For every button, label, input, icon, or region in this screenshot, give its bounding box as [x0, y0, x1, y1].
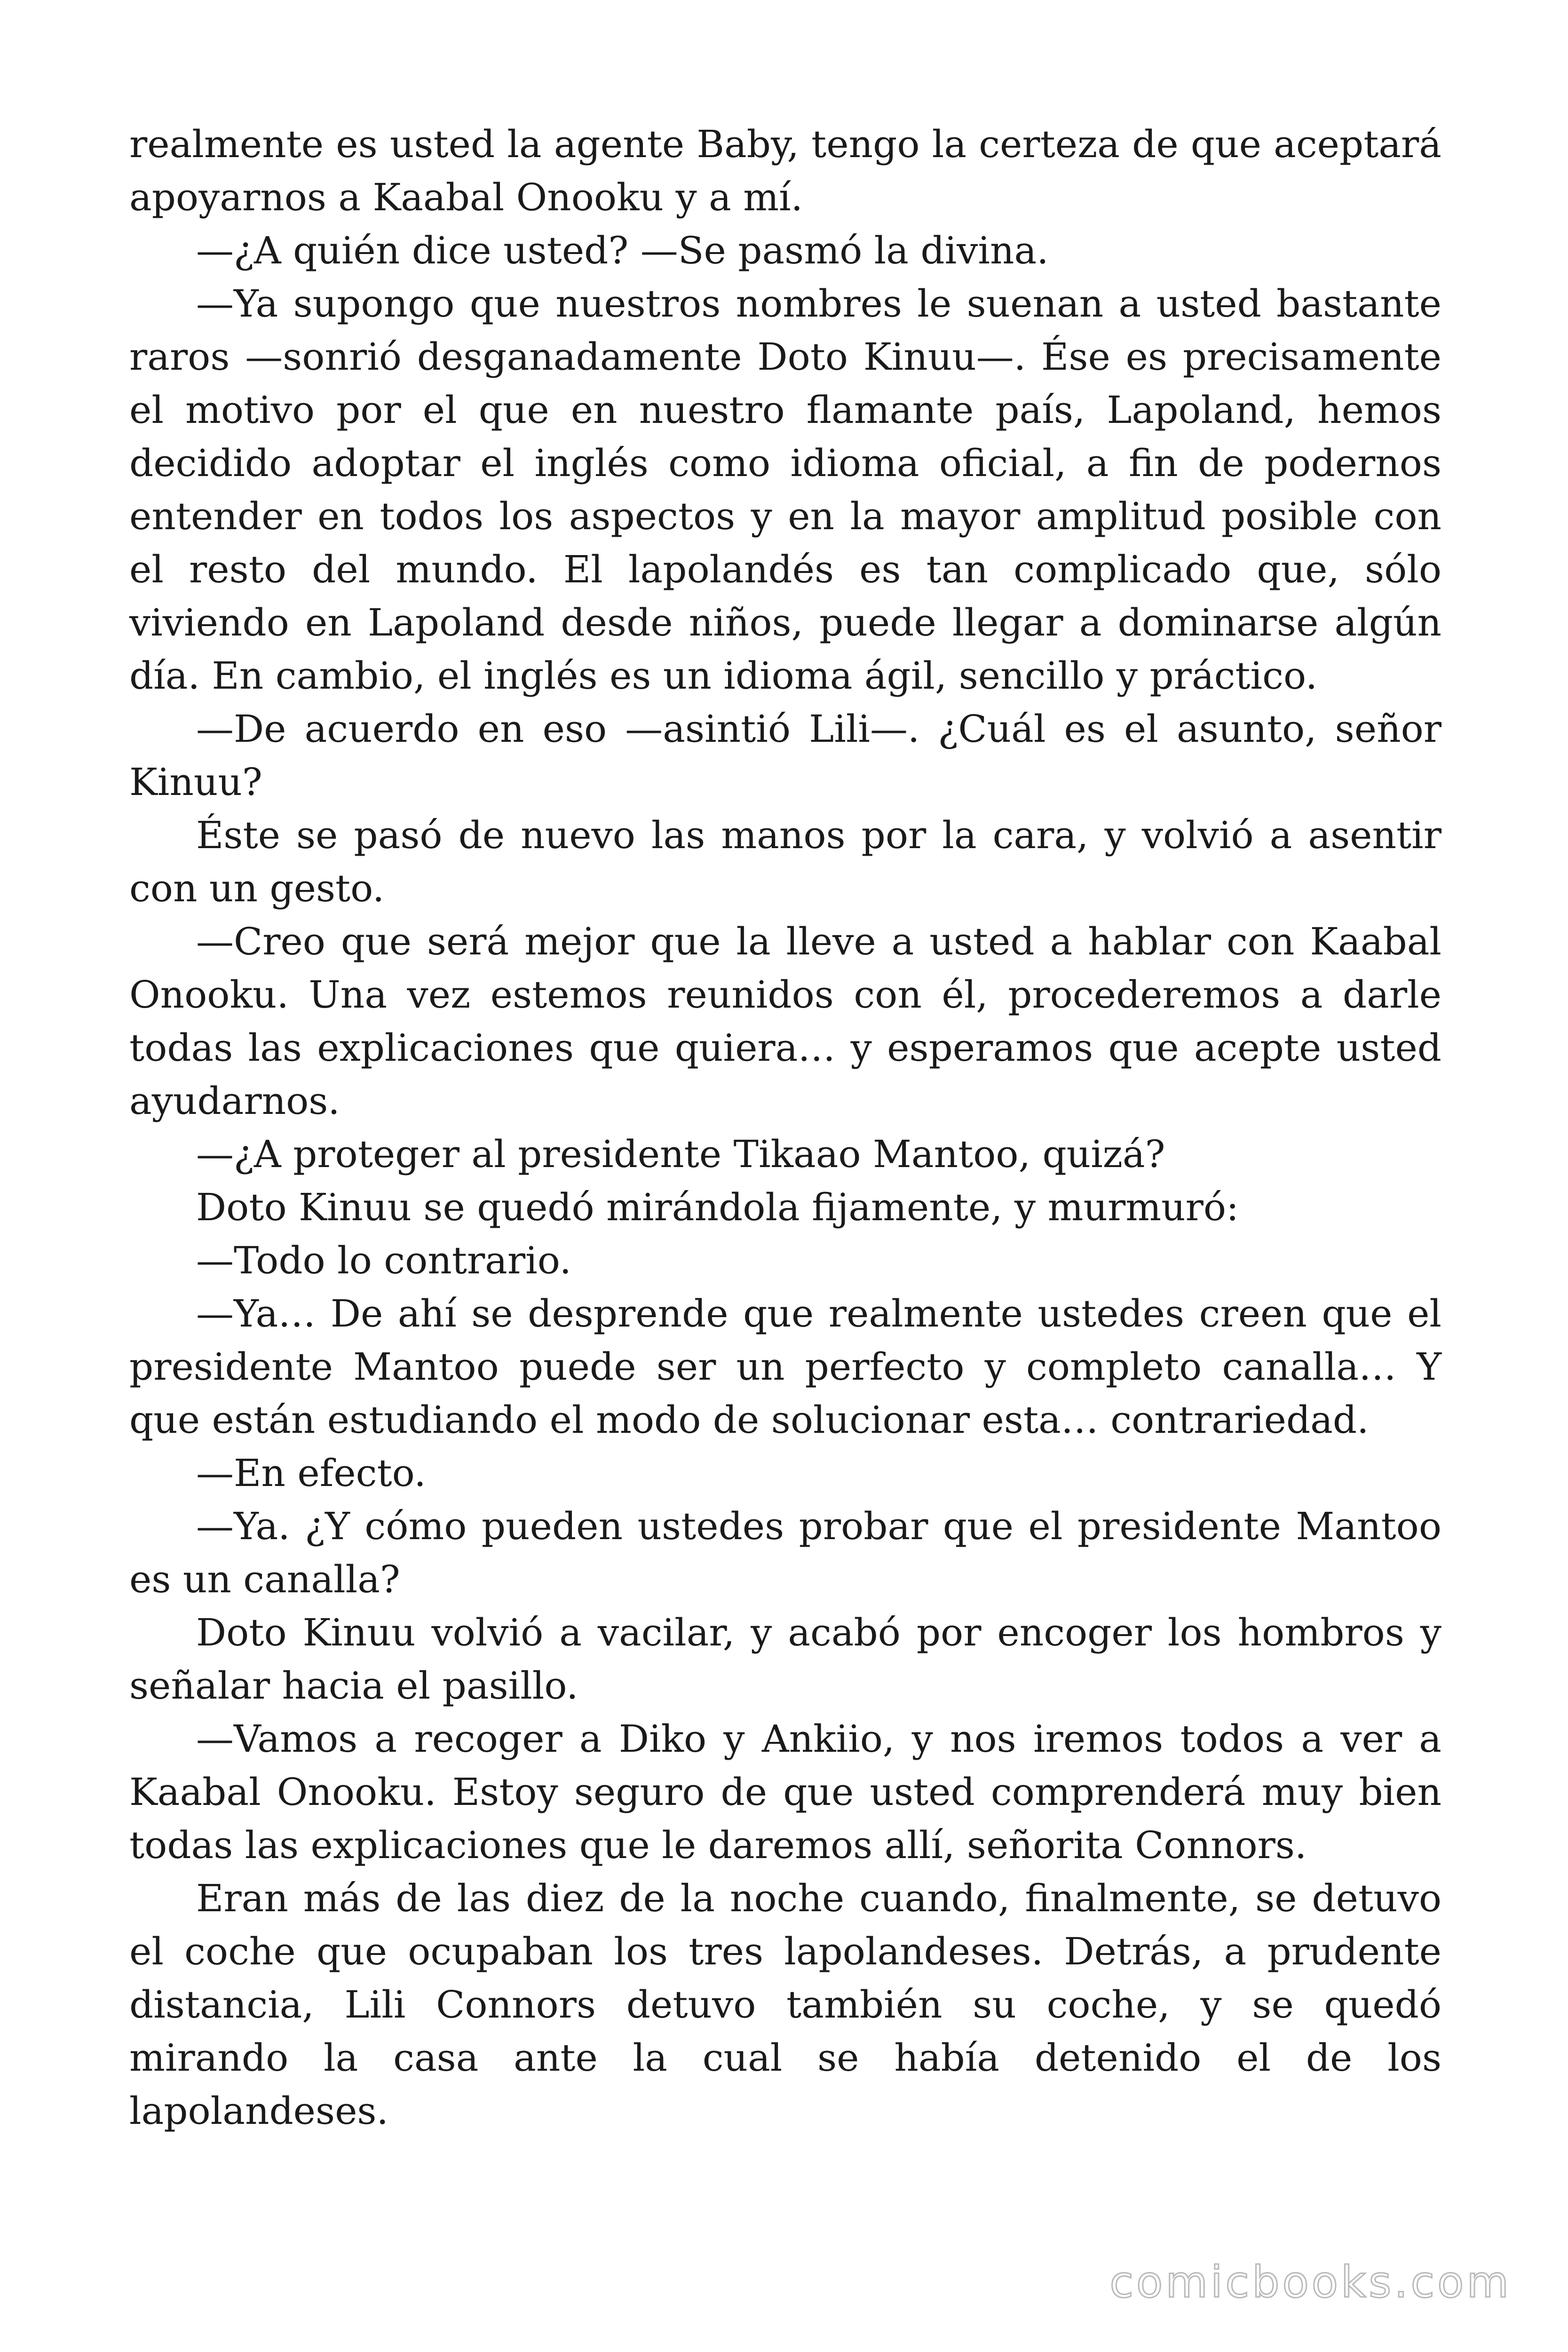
paragraph: —En efecto.: [196, 1451, 426, 1495]
paragraph: Éste se pasó de nuevo las manos por la cara, y volvió a asentir con un gesto.: [129, 813, 1441, 910]
paragraph-continuation: realmente es usted la agente Baby, tengo la certeza de que aceptará apoyarnos a Kaabal Onooku y a mí.: [129, 122, 1441, 219]
paragraph: —Ya. ¿Y cómo pueden ustedes probar que el presidente Mantoo es un canalla?: [129, 1504, 1441, 1601]
paragraph: —¿A proteger al presidente Tikaao Mantoo, quizá?: [196, 1132, 1165, 1176]
paragraph: —Creo que será mejor que la lleve a usted a hablar con Kaabal Onooku. Una vez estemos reunidos con él, procederemos a darle todas las explicaciones que quiera… y esperamos que acepte usted ayudarnos.: [129, 920, 1441, 1123]
paragraph: —De acuerdo en eso —asintió Lili—. ¿Cuál es el asunto, señor Kinuu?: [129, 707, 1441, 804]
paragraph: Doto Kinuu volvió a vacilar, y acabó por encoger los hombros y señalar hacia el pasillo.: [129, 1611, 1441, 1708]
paragraph: —Ya… De ahí se desprende que realmente ustedes creen que el presidente Mantoo puede ser un perfecto y completo canalla… Y que están estudiando el modo de solucionar esta… contrariedad.: [129, 1292, 1441, 1442]
paragraph: Doto Kinuu se quedó mirándola fijamente, y murmuró:: [196, 1185, 1239, 1229]
paragraph: —Ya supongo que nuestros nombres le suenan a usted bastante raros —sonrió desganadamente Doto Kinuu—. Ése es precisamente el motivo por el que en nuestro flamante país, Lapoland, hemos decidido adoptar el inglés como idioma oficial, a fin de podernos entender en todos los aspectos y en la mayor amplitud posible con el resto del mundo. El lapolandés es tan complicado que, sólo viviendo en Lapoland desde niños, puede llegar a dominarse algún día. En cambio, el inglés es un idioma ágil, sencillo y práctico.: [129, 282, 1441, 698]
paragraph: —Todo lo contrario.: [196, 1239, 571, 1282]
paragraph: —Vamos a recoger a Diko y Ankiio, y nos iremos todos a ver a Kaabal Onooku. Estoy seguro de que usted comprenderá muy bien todas las explicaciones que le daremos allí, señorita Connors.: [129, 1717, 1441, 1867]
body-text: [129, 118, 1441, 2137]
watermark: comicbooks.com: [1109, 2257, 1512, 2307]
paragraph: Eran más de las diez de la noche cuando, finalmente, se detuvo el coche que ocupaban los tres lapolandeses. Detrás, a prudente distancia, Lili Connors detuvo también su coche, y se quedó mirando la casa ante la cual se había detenido el de los lapolandeses.: [129, 1876, 1441, 2133]
paragraph: —¿A quién dice usted? —Se pasmó la divina.: [196, 229, 1049, 272]
